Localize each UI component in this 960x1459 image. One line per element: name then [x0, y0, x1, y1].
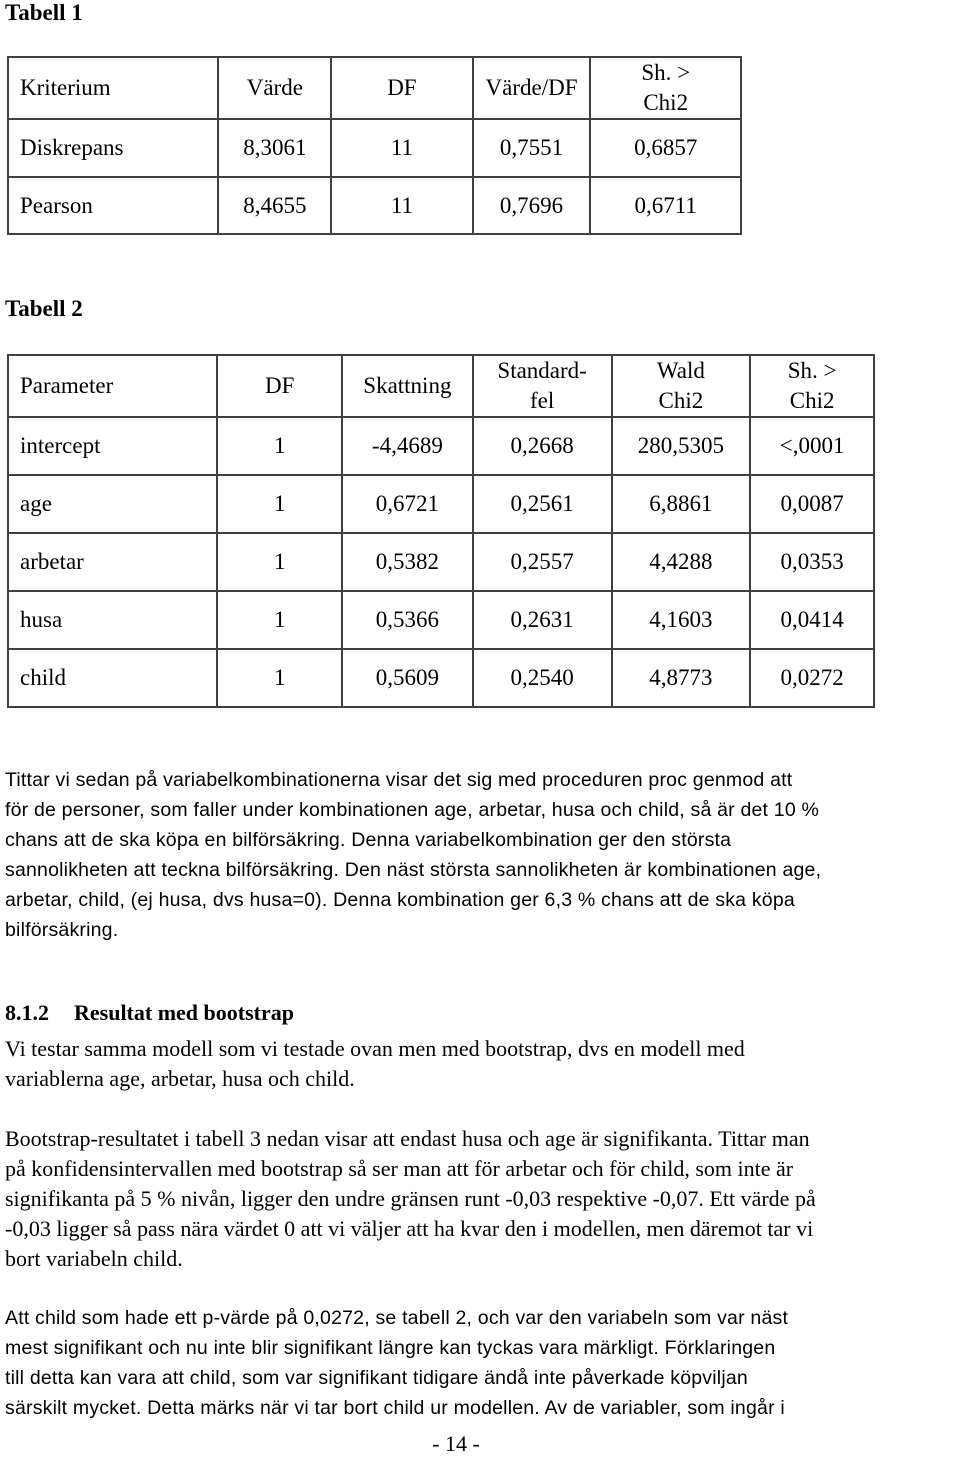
text-line: bort variabeln child. [5, 1246, 183, 1271]
table-cell: age [8, 475, 217, 533]
text-line: Vi testar samma modell som vi testade ovan men med bootstrap, dvs en modell med [5, 1036, 745, 1061]
table-row [8, 119, 741, 177]
table-cell: 11 [331, 119, 472, 177]
table1-header-cell: Värde [218, 57, 331, 119]
table-cell: 8,3061 [218, 119, 331, 177]
table-cell: 0,2631 [473, 591, 612, 649]
table-cell: 1 [217, 591, 342, 649]
table-row [8, 591, 874, 649]
text-line: för de personer, som faller under kombinationen age, arbetar, husa och child, så är det 10 % [5, 799, 820, 821]
table-row [8, 177, 741, 234]
paragraph-child-discussion [5, 1303, 960, 1423]
table2-caption: Tabell 2 [5, 296, 83, 321]
table-row [8, 417, 874, 475]
table-cell: 0,2668 [473, 417, 612, 475]
text-line: till detta kan vara att child, som var signifikant tidigare ändå inte påverkade köpviljan [5, 1367, 748, 1389]
table2-header-cell [473, 355, 612, 417]
table-cell: 1 [217, 417, 342, 475]
table-cell: 0,2557 [473, 533, 612, 591]
table2-header-cell [612, 355, 751, 417]
table1-header-cell: DF [331, 57, 472, 119]
table2-header-cell: DF [217, 355, 342, 417]
table-cell: Pearson [8, 177, 218, 234]
text-line: Bootstrap-resultatet i tabell 3 nedan visar att endast husa och age är signifikanta. Tittar man [5, 1126, 810, 1151]
table-cell: Diskrepans [8, 119, 218, 177]
table-cell: 4,4288 [612, 533, 751, 591]
table2-header-cell: Parameter [8, 355, 217, 417]
table-cell: 0,7551 [473, 119, 591, 177]
text-line: sannolikheten att teckna bilförsäkring. Den näst största sannolikheten är kombinationen age, [5, 859, 822, 881]
table-cell: 0,5382 [342, 533, 473, 591]
table-cell: -4,4689 [342, 417, 473, 475]
paragraph-bootstrap-intro [5, 1034, 960, 1094]
text-line: Tittar vi sedan på variabelkombinationerna visar det sig med proceduren proc genmod att [5, 769, 793, 791]
table-cell: 0,2561 [473, 475, 612, 533]
table-cell: 0,0353 [750, 533, 874, 591]
paragraph-bootstrap-results [5, 1124, 960, 1274]
table1-header-line: Chi2 [643, 90, 689, 115]
table2-header-line: Chi2 [789, 388, 835, 413]
table2-header-line: Standard- [497, 358, 587, 383]
paragraph-genmod-results [5, 765, 960, 945]
table2-header-line: fel [530, 388, 555, 413]
table2-header-line: Wald [656, 358, 705, 383]
table-cell: 6,8861 [612, 475, 751, 533]
table-row [8, 649, 874, 707]
table-cell: 8,4655 [218, 177, 331, 234]
text-line: särskilt mycket. Detta märks när vi tar bort child ur modellen. Av de variabler, som ingår i [5, 1397, 785, 1419]
text-line: Att child som hade ett p-värde på 0,0272, se tabell 2, och var den variabeln som var näst [5, 1307, 789, 1329]
table-cell: 1 [217, 649, 342, 707]
table-cell: 4,8773 [612, 649, 751, 707]
table1-header-cell: Värde/DF [473, 57, 591, 119]
table2 [7, 354, 875, 708]
table-cell: arbetar [8, 533, 217, 591]
table-cell: intercept [8, 417, 217, 475]
text-line: variablerna age, arbetar, husa och child. [5, 1066, 355, 1091]
table-cell: 4,1603 [612, 591, 751, 649]
table-cell: 1 [217, 475, 342, 533]
table1-header-cell: Kriterium [8, 57, 218, 119]
table1-caption: Tabell 1 [5, 0, 83, 25]
section-number: 8.1.2 [5, 1000, 49, 1025]
table-cell: child [8, 649, 217, 707]
table2-header-row [8, 355, 874, 417]
table-cell: 0,7696 [473, 177, 591, 234]
table-row [8, 533, 874, 591]
section-title: Resultat med bootstrap [74, 1000, 294, 1025]
text-line: signifikanta på 5 % nivån, ligger den undre gränsen runt -0,03 respektive -0,07. Ett värde på [5, 1186, 816, 1211]
table-cell: 0,5366 [342, 591, 473, 649]
table-cell: 280,5305 [612, 417, 751, 475]
table-cell: 0,0087 [750, 475, 874, 533]
table2-header-cell [750, 355, 874, 417]
table2-header-line: Sh. > [787, 358, 837, 383]
table-cell: 0,6711 [590, 177, 741, 234]
table-cell: 11 [331, 177, 472, 234]
table-cell: 0,0272 [750, 649, 874, 707]
text-line: -0,03 ligger så pass nära värdet 0 att vi väljer att ha kvar den i modellen, men däremot tar vi [5, 1216, 814, 1241]
table1-header-row [8, 57, 741, 119]
text-line: bilförsäkring. [5, 919, 119, 941]
text-line: chans att de ska köpa en bilförsäkring. Denna variabelkombination ger den största [5, 829, 732, 851]
table-cell: 1 [217, 533, 342, 591]
table-cell: 0,5609 [342, 649, 473, 707]
table2-header-cell: Skattning [342, 355, 473, 417]
table1-header-cell [590, 57, 741, 119]
page-number: - 14 - [432, 1431, 480, 1456]
table1 [7, 56, 742, 235]
table-row [8, 475, 874, 533]
section-heading [5, 1000, 294, 1026]
text-line: arbetar, child, (ej husa, dvs husa=0). Denna kombination ger 6,3 % chans att de ska köpa [5, 889, 795, 911]
table-cell: 0,0414 [750, 591, 874, 649]
table-cell: husa [8, 591, 217, 649]
table1-header-line: Sh. > [641, 60, 691, 85]
text-line: på konfidensintervallen med bootstrap så ser man att för arbetar och för child, som inte är [5, 1156, 794, 1181]
table-cell: 0,2540 [473, 649, 612, 707]
table-cell: 0,6857 [590, 119, 741, 177]
table2-header-line: Chi2 [658, 388, 704, 413]
table-cell: 0,6721 [342, 475, 473, 533]
table-cell: <,0001 [750, 417, 874, 475]
text-line: mest signifikant och nu inte blir signifikant längre kan tyckas vara märkligt. Förklaringen [5, 1337, 776, 1359]
